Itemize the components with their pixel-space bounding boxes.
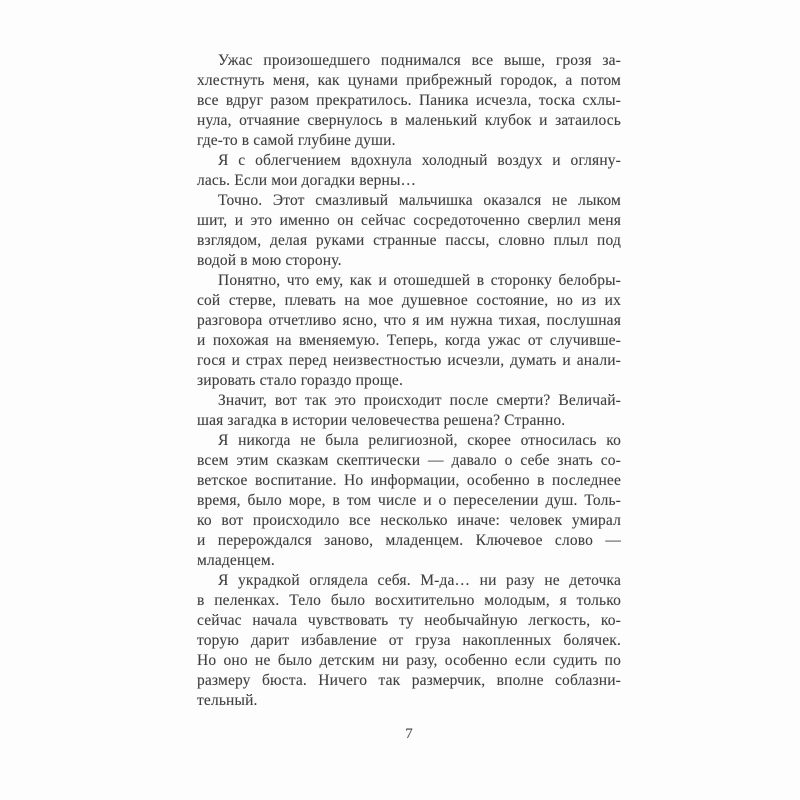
paragraph [197,271,621,391]
text-line: лась. Если мои догадки верны… [197,172,417,189]
text-line: гося и страх перед неизвестностью исчезли, думать и анали- [197,352,621,369]
text-line: ко вот происходило все несколько иначе: человек умирал [197,512,621,529]
text-line: Я украдкой оглядела себя. М-да… ни разу не деточка [218,572,621,589]
text-line: Значит, вот так это происходит после смерти? Величай- [218,392,621,409]
text-line: все вдруг разом прекратилось. Паника исчезла, тоска схлы- [197,92,621,109]
text-line: шая загадка в истории человечества решена? Странно. [197,412,566,429]
text-line: и перерождался заново, младенцем. Ключевое слово — [197,532,621,549]
text-line: в пеленках. Тело было восхитительно молодым, я только [197,592,621,609]
text-line: время, было море, в том числе и о переселении душ. Толь- [197,492,621,509]
text-line: Я с облегчением вдохнула холодный воздух и огляну- [218,152,621,169]
text-line: разговора отчетливо ясно, что я им нужна тихая, послушная [197,312,621,329]
text-line: размеру бюста. Ничего так размерчик, вполне соблазни- [197,672,621,689]
paragraph [197,151,621,191]
text-line: всем этим сказкам скептически — давало о себе знать со- [197,452,621,469]
paragraph [197,191,621,271]
text-line: где-то в самой глубине души. [197,132,396,149]
page-text [197,51,621,711]
text-line: Я никогда не была религиозной, скорее относилась ко [218,432,621,449]
paragraph [197,431,621,571]
text-line: торую дарит избавление от груза накопленных болячек. [197,632,621,649]
text-line: и похожая на вменяемую. Теперь, когда ужас от случивше- [197,332,621,349]
paragraph [197,571,621,711]
text-line: ветское воспитание. Но информации, особенно в последнее [197,472,621,489]
paragraph [197,391,621,431]
text-line: Ужас произошедшего поднимался все выше, грозя за- [218,52,621,69]
text-line: сой стерве, плевать на мое душевное состояние, но из их [197,292,621,309]
text-line: сейчас начала чувствовать ту необычайную легкость, ко- [197,612,621,629]
text-line: зировать стало гораздо проще. [197,372,403,389]
text-line: нула, отчаяние свернулось в маленький клубок и затаилось [197,112,621,129]
text-line: Но оно не было детским ни разу, особенно если судить по [197,652,621,669]
text-line: тельный. [197,692,258,709]
paragraph [197,51,621,151]
text-line: хлестнуть меня, как цунами прибрежный городок, а потом [197,72,621,89]
page-number: 7 [405,726,413,742]
text-line: водой в мою сторону. [197,252,342,269]
text-line: младенцем. [197,552,275,569]
text-line: Точно. Этот смазливый мальчишка оказался не лыком [218,192,621,209]
text-line: взглядом, делая руками странные пассы, словно плыл под [197,232,621,249]
text-line: шит, и это именно он сейчас сосредоточенно сверлил меня [197,212,621,229]
text-line: Понятно, что ему, как и отошедшей в сторонку белобры- [218,272,621,289]
